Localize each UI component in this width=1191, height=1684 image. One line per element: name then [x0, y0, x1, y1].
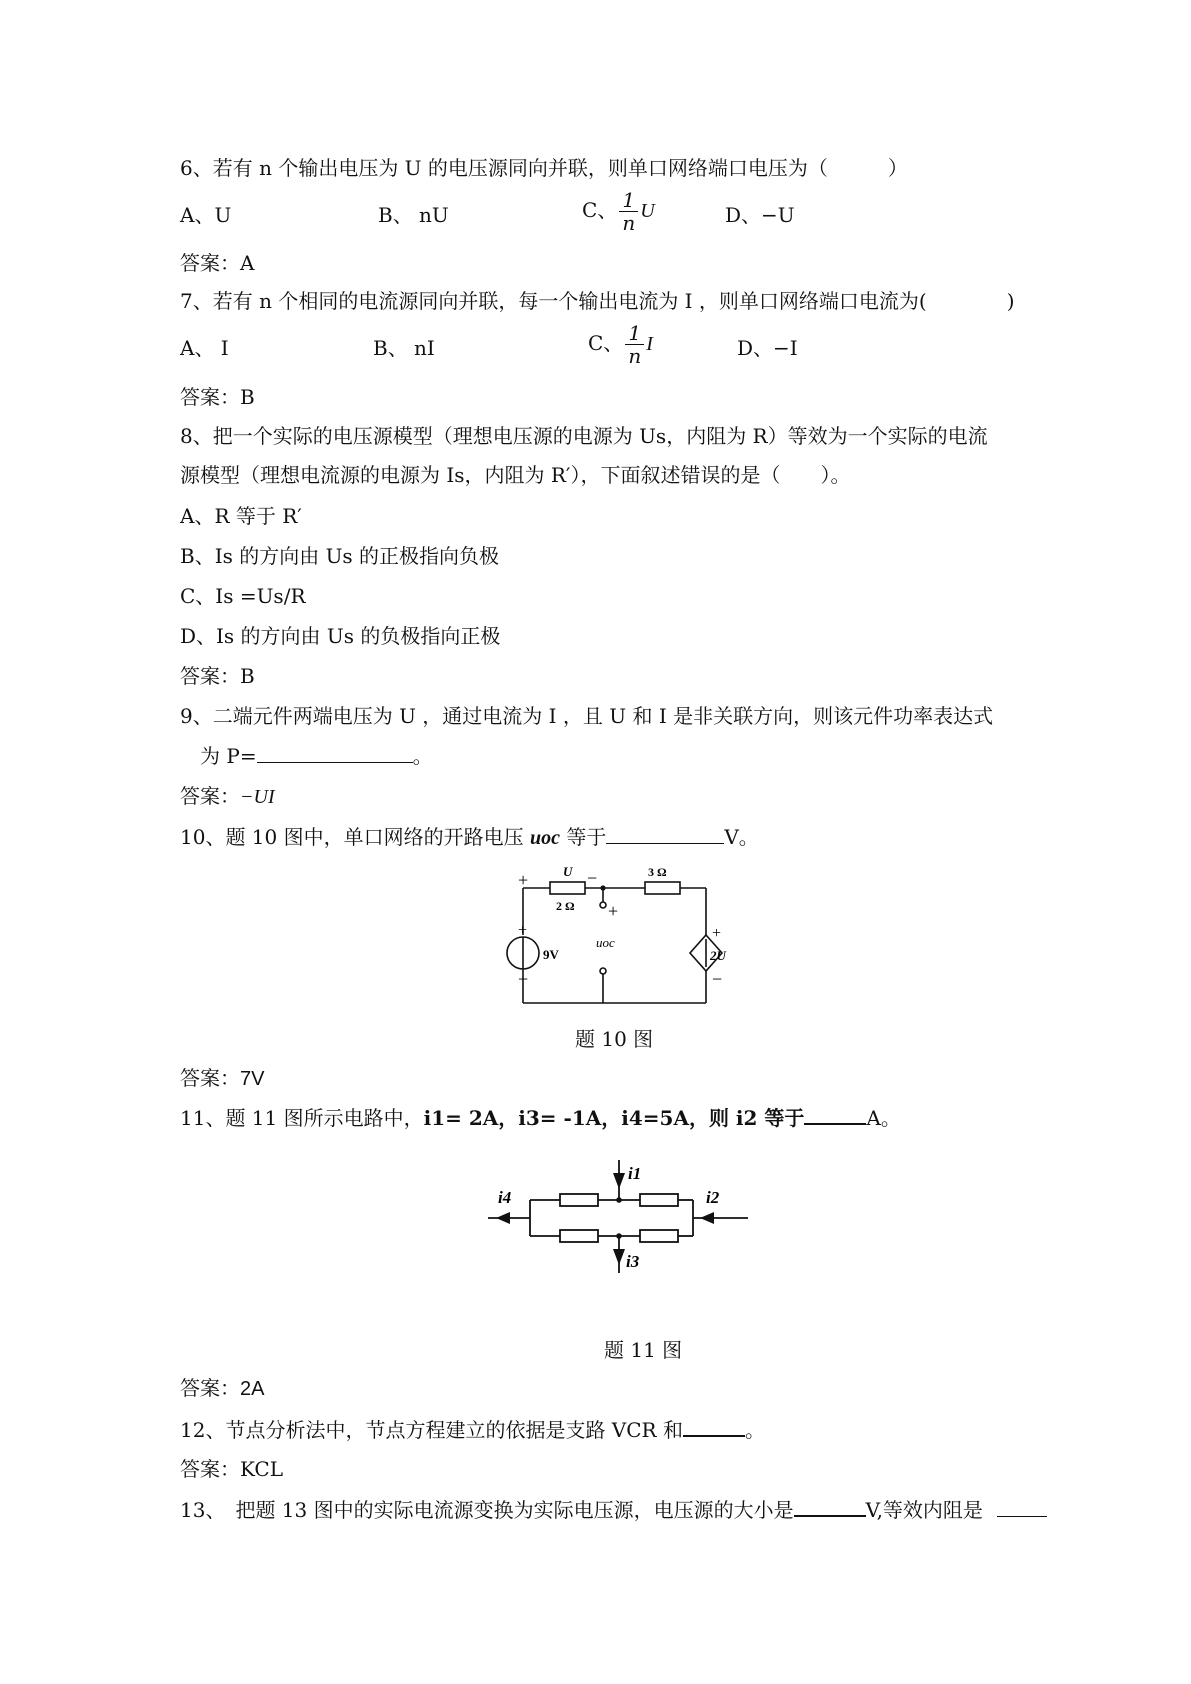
uoc-plus: + [608, 901, 619, 921]
q11-circuit-diagram [488, 1155, 758, 1275]
label-i3: i3 [626, 1252, 640, 1271]
dep-plus: + [712, 925, 722, 942]
q6-stem: 6、若有 n 个输出电压为 U 的电压源同向并联，则单口网络端口电压为（ ） [180, 156, 908, 180]
resistor [640, 1194, 678, 1206]
q8-stem-line2: 源模型（理想电流源的电源为 Is，内阻为 R′），下面叙述错误的是（ ）。 [180, 463, 851, 487]
q11-stem [180, 1103, 901, 1132]
q9-answer-blank[interactable] [257, 742, 413, 763]
label-u: U [563, 864, 573, 879]
fraction-denominator: n [622, 211, 636, 235]
label-uoc: uoc [596, 935, 615, 950]
label-i4: i4 [498, 1188, 512, 1207]
label-vs: 9V [543, 947, 559, 962]
q7-option-b: B、 nI [373, 336, 435, 360]
q9-stem-line2 [200, 742, 433, 770]
q8-answer: 答案：B [180, 664, 255, 688]
q8-option-a: A、R 等于 R′ [180, 504, 302, 528]
q6-option-c-var: U [640, 200, 655, 222]
q11-stem-prefix: 11、题 11 图所示电路中， [180, 1106, 424, 1130]
resistor [560, 1230, 598, 1242]
label-i2: i2 [706, 1188, 720, 1207]
arrow-i2-icon [700, 1212, 714, 1224]
q12-answer-blank[interactable] [683, 1415, 745, 1437]
q13-stem [180, 1495, 1047, 1524]
node-dot [616, 1233, 622, 1239]
q9-stem-line2-prefix: 为 P= [200, 744, 257, 768]
q6-option-d: D、−U [725, 203, 795, 227]
q11-answer-value: 2A [240, 1378, 265, 1400]
r1-plus: + [518, 870, 529, 890]
terminal-bottom [600, 968, 606, 974]
q7-option-a: A、 I [180, 336, 229, 360]
q11-stem-suffix: A。 [866, 1106, 901, 1130]
q9-stem-line1: 9、二端元件两端电压为 U ，通过电流为 I ，且 U 和 I 是非关联方向，则该元件功率表达式 [180, 704, 994, 728]
q8-option-c: C、Is =Us/R [180, 584, 306, 608]
resistor [640, 1230, 678, 1242]
resistor [560, 1194, 598, 1206]
label-i1: i1 [628, 1164, 642, 1183]
q8-option-d: D、Is 的方向由 Us 的负极指向正极 [180, 624, 501, 648]
q10-answer-value: 7V [240, 1068, 265, 1090]
q12-stem [180, 1415, 765, 1444]
label-dep: 2U [710, 948, 726, 963]
q13-voltage-blank[interactable] [794, 1495, 866, 1517]
q6-answer: 答案：A [180, 251, 255, 275]
q6-option-c-prefix: C、 [582, 198, 618, 222]
q10-figure-caption: 题 10 图 [575, 1027, 654, 1051]
q7-option-c-fraction [625, 322, 644, 367]
arrow-i1-icon [613, 1173, 625, 1189]
fraction-numerator: 1 [619, 189, 638, 212]
label-r1: 2 Ω [556, 899, 575, 913]
q11-stem-values: i1= 2A，i3= -1A，i4=5A，则 i2 等于 [423, 1106, 805, 1130]
q11-answer-blank[interactable] [804, 1103, 866, 1125]
q7-option-c [588, 322, 653, 367]
r1-minus: − [587, 868, 598, 888]
q7-answer: 答案：B [180, 385, 255, 409]
q11-figure-caption: 题 11 图 [604, 1338, 683, 1362]
label-r2: 3 Ω [648, 865, 667, 879]
q13-stem-mid: V,等效内阻是 [865, 1498, 983, 1522]
dep-minus: − [712, 969, 723, 989]
q7-stem: 7、若有 n 个相同的电流源同向并联，每一个输出电流为 I ，则单口网络端口电流为( ) [180, 289, 1015, 313]
q10-stem-suffix: V。 [724, 825, 759, 849]
q10-stem-mid: 等于 [566, 825, 607, 849]
q10-answer-blank[interactable] [606, 823, 724, 844]
q9-stem-line2-suffix: 。 [412, 744, 433, 768]
resistor-2ohm [550, 882, 585, 894]
q6-option-c [582, 189, 655, 234]
q8-option-b: B、Is 的方向由 Us 的正极指向负极 [180, 544, 500, 568]
source-plus: + [518, 922, 528, 939]
q7-option-c-prefix: C、 [588, 331, 624, 355]
q10-circuit-diagram [500, 860, 730, 1010]
node-dot [600, 885, 605, 890]
q10-stem-prefix: 10、题 10 图中，单口网络的开路电压 [180, 825, 524, 849]
q9-answer-prefix: 答案： [180, 784, 240, 808]
q8-stem-line1: 8、把一个实际的电压源模型（理想电压源的电源为 Us，内阻为 R）等效为一个实际的电流 [180, 424, 988, 448]
node-dot [616, 1197, 622, 1203]
q11-answer [180, 1374, 264, 1403]
q10-answer-prefix: 答案： [180, 1066, 240, 1090]
q12-stem-suffix: 。 [744, 1418, 765, 1442]
q9-answer [180, 782, 275, 811]
resistor-3ohm [645, 882, 680, 894]
fraction-denominator: n [628, 344, 642, 368]
q6-option-a: A、U [180, 203, 232, 227]
q13-stem-prefix: 13、 把题 13 图中的实际电流源变换为实际电压源，电压源的大小是 [180, 1498, 794, 1522]
q9-answer-value: −UI [240, 786, 275, 808]
q6-option-c-fraction [619, 189, 638, 234]
q11-answer-prefix: 答案： [180, 1376, 240, 1400]
q13-resistance-blank[interactable] [997, 1496, 1047, 1517]
q12-stem-prefix: 12、节点分析法中，节点方程建立的依据是支路 VCR 和 [180, 1418, 683, 1442]
fraction-numerator: 1 [625, 322, 644, 345]
source-minus: − [518, 969, 529, 989]
q7-option-d: D、−I [737, 336, 798, 360]
terminal-top [600, 902, 606, 908]
q10-stem [180, 823, 759, 852]
q6-option-b: B、 nU [378, 203, 449, 227]
q12-answer: 答案：KCL [180, 1457, 283, 1481]
q7-option-c-var: I [646, 333, 653, 355]
q10-answer [180, 1064, 264, 1093]
q10-stem-var: uoc [529, 827, 560, 849]
arrow-i3-icon [613, 1249, 625, 1265]
arrow-i4-icon [496, 1212, 510, 1224]
